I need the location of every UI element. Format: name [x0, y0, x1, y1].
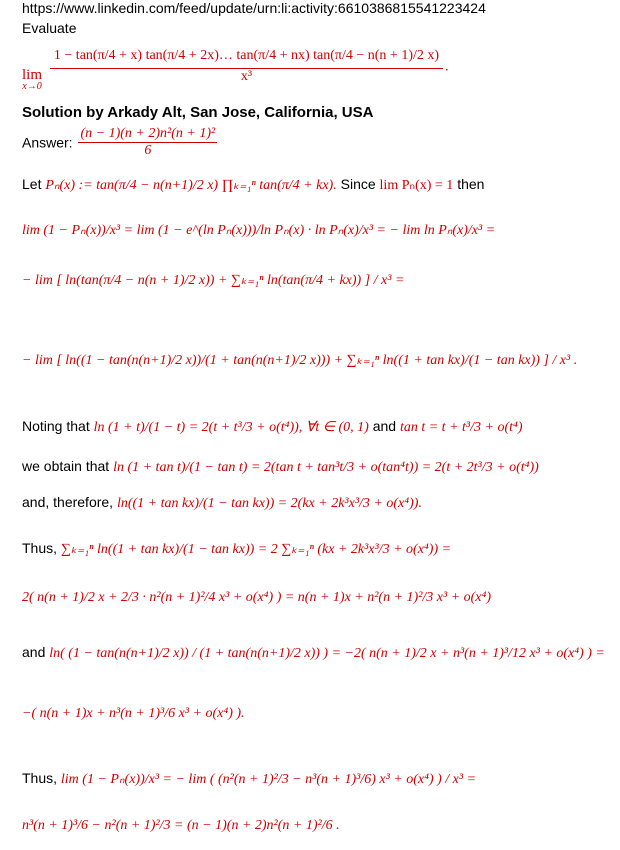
final-expression-continued: n³(n + 1)³/6 − n²(n + 1)²/3 = (n − 1)(n + 2)n²(n + 1)²/6 .: [22, 818, 340, 833]
therefore-line: [22, 494, 422, 512]
tan-expansion: tan t = t + t³/3 + o(t⁴): [399, 420, 523, 435]
therefore-label: and, therefore,: [22, 494, 114, 510]
problem-denominator: x³: [240, 68, 253, 84]
step-3: − lim [ ln((1 − tan(n(n+1)/2 x))/(1 + tan(n(n+1)/2 x))) + ∑ₖ₌₁ⁿ ln((1 + tan kx)/(1 − tan kx)) ] / x³ .: [22, 353, 578, 368]
then-label: then: [457, 176, 485, 192]
noting-and-label: and: [372, 418, 397, 434]
noting-expression: ln (1 + t)/(1 − t) = 2(t + t³/3 + o(t⁴)), ∀t ∈ (0, 1): [93, 420, 369, 435]
since-label: Since: [340, 176, 376, 192]
problem-expression: lim x→0 1 − tan(π/4 + x) tan(π/4 + 2x)… tan(π/4 + nx) tan(π/4 − n(n + 1)/2 x) x³ .: [22, 42, 449, 92]
therefore-expression: ln((1 + tan kx)/(1 − tan kx)) = 2(kx + 2k³x³/3 + o(x⁴)).: [116, 496, 422, 511]
let-expression: Pₙ(x) := tan(π/4 − n(n+1)/2 x) ∏ₖ₌₁ⁿ tan(π/4 + kx).: [45, 178, 337, 193]
since-expression: lim Pₙ(x) = 1: [379, 178, 454, 193]
noting-line: [22, 418, 523, 436]
problem-limit: lim x→0: [22, 67, 43, 92]
solution-byline: Solution by Arkady Alt, San Jose, California, USA: [22, 104, 374, 121]
problem-numerator: 1 − tan(π/4 + x) tan(π/4 + 2x)… tan(π/4 + nx) tan(π/4 − n(n + 1)/2 x): [50, 44, 443, 69]
evaluate-label: Evaluate: [22, 20, 77, 36]
thus-expression-continued: 2( n(n + 1)/2 x + 2/3 · n²(n + 1)²/4 x³ + o(x⁴) ) = n(n + 1)x + n²(n + 1)²/3 x³ + o(x⁴): [22, 590, 492, 605]
thus-label: Thus,: [22, 540, 58, 556]
answer-fraction: [78, 126, 217, 159]
answer-line: [22, 126, 219, 159]
problem-fraction: [50, 44, 443, 85]
answer-denominator: 6: [144, 143, 152, 158]
and2-line: [22, 644, 605, 662]
and2-expression: ln( (1 − tan(n(n+1)/2 x)) / (1 + tan(n(n+1)/2 x)) ) = −2( n(n + 1)/2 x + n³(n + 1)³/12 x³ + o(x⁴) ) =: [49, 646, 605, 661]
and2-expression-continued: −( n(n + 1)x + n³(n + 1)³/6 x³ + o(x⁴) ).: [22, 706, 245, 721]
let-label: Let: [22, 176, 42, 192]
final-line: [22, 770, 476, 788]
answer-numerator: (n − 1)(n + 2)n²(n + 1)²: [80, 126, 216, 141]
let-line: [22, 176, 484, 194]
obtain-line: [22, 458, 539, 476]
source-url[interactable]: https://www.linkedin.com/feed/update/urn:li:activity:6610386815541223424: [22, 0, 486, 16]
we-obtain-label: we obtain that: [22, 458, 110, 474]
and2-label: and: [22, 644, 46, 660]
final-expression: lim (1 − Pₙ(x))/x³ = − lim ( (n²(n + 1)²/3 − n³(n + 1)³/6) x³ + o(x⁴) ) / x³ =: [60, 772, 477, 787]
step-1: lim (1 − Pₙ(x))/x³ = lim (1 − e^(ln Pₙ(x)))/ln Pₙ(x) · ln Pₙ(x)/x³ = − lim ln Pₙ(x)/x³ =: [22, 223, 496, 238]
obtain-expression: ln (1 + tan t)/(1 − tan t) = 2(tan t + tan³t/3 + o(tan⁴t)) = 2(t + 2t³/3 + o(t⁴)): [113, 460, 539, 475]
thus-line: [22, 540, 451, 558]
noting-label: Noting that: [22, 418, 90, 434]
final-label: Thus,: [22, 770, 58, 786]
answer-label: Answer:: [22, 134, 73, 151]
step-2: − lim [ ln(tan(π/4 − n(n + 1)/2 x)) + ∑ₖ₌₁ⁿ ln(tan(π/4 + kx)) ] / x³ =: [22, 273, 405, 288]
thus-expression: ∑ₖ₌₁ⁿ ln((1 + tan kx)/(1 − tan kx)) = 2 ∑ₖ₌₁ⁿ (kx + 2k³x³/3 + o(x⁴)) =: [60, 542, 452, 557]
